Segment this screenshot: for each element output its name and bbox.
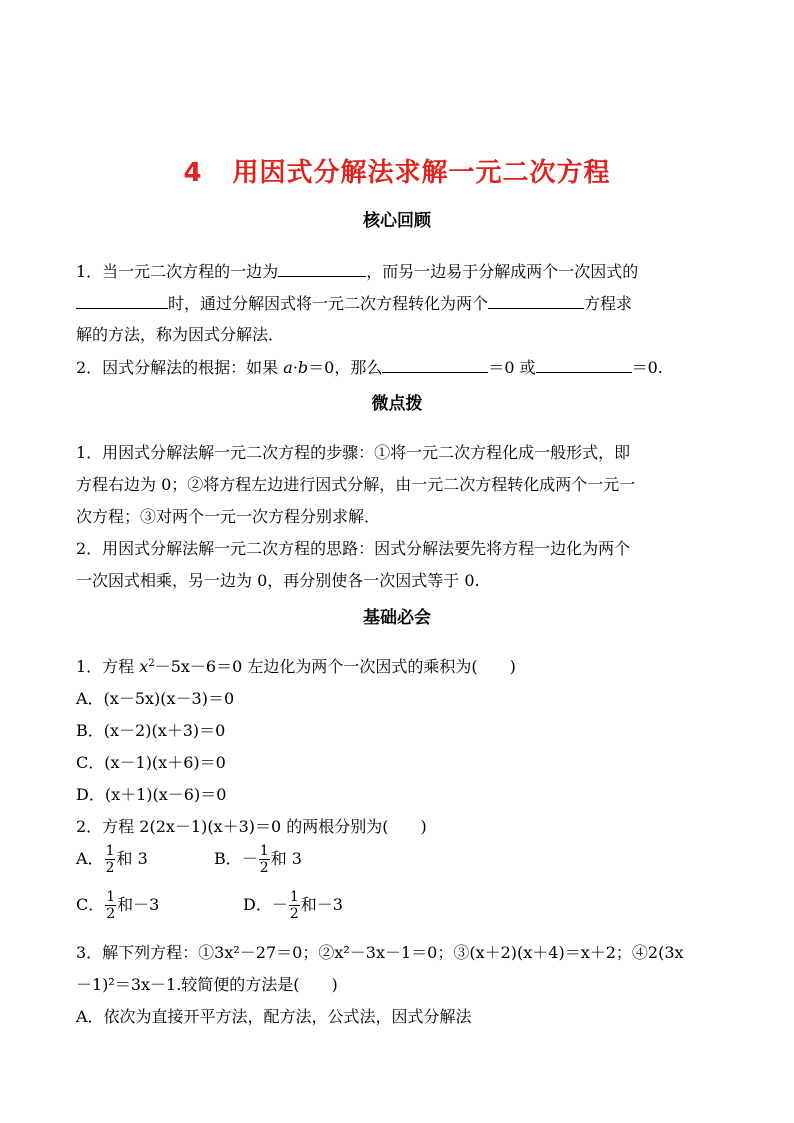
answer-blank[interactable] xyxy=(382,357,488,373)
title-number: 4 xyxy=(183,158,203,188)
option-label: D．－ xyxy=(243,895,288,914)
option-label: B．－ xyxy=(214,849,258,868)
review-q2-text-c: ＝0 或 xyxy=(488,358,536,377)
q1-stem-suffix: －5x－6＝0 左边化为两个一次因式的乘积为( ) xyxy=(154,657,516,676)
q2-option-a[interactable] xyxy=(76,843,148,876)
review-q2-text-b: ＝0，那么 xyxy=(308,358,383,377)
q2-option-d[interactable] xyxy=(243,889,343,922)
q2-option-b[interactable] xyxy=(214,843,302,876)
answer-blank[interactable] xyxy=(76,293,168,309)
tips-line-5: 一次因式相乘，另一边为 0，再分别使各一次因式等于 0. xyxy=(76,571,480,590)
review-q1-line1 xyxy=(76,261,638,282)
fraction-one-half xyxy=(259,843,270,876)
q1-stem: 1．方程 $x^2-5x-6=0$ 左边化为两个一次因式的乘积为( ) xyxy=(76,657,516,676)
answer-blank[interactable] xyxy=(536,357,632,373)
fraction-one-half xyxy=(105,889,116,922)
tips-line-2: 方程右边为 0；②将方程左边进行因式分解，由一元二次方程转化成两个一元一 xyxy=(76,475,636,494)
denominator: 2 xyxy=(289,906,299,922)
title-text: 用因式分解法求解一元二次方程 xyxy=(232,158,611,188)
review-q1-line3: 解的方法，称为因式分解法． xyxy=(76,325,285,344)
q3-option-a[interactable]: A．依次为直接开平方法，配方法，公式法，因式分解法 xyxy=(76,1007,472,1026)
section-heading-tips: 微点拨 xyxy=(371,394,423,414)
review-q1-text-c: 时，通过分解因式将一元二次方程转化为两个 xyxy=(168,294,489,313)
q2-stem: 2．方程 2(2x－1)(x＋3)＝0 的两根分别为( ) xyxy=(76,817,427,836)
option-tail: 和 3 xyxy=(270,849,302,868)
page-title xyxy=(0,152,794,189)
answer-blank[interactable] xyxy=(488,293,584,309)
fraction-one-half xyxy=(289,889,300,922)
option-tail: 和－3 xyxy=(117,895,160,914)
review-q1-line2 xyxy=(76,293,632,314)
q1-option-c[interactable]: C．(x－1)(x＋6)＝0 xyxy=(76,753,226,772)
q1-option-a[interactable]: A．(x－5x)(x－3)＝0 xyxy=(76,689,235,708)
q1-option-d[interactable]: D．(x＋1)(x－6)＝0 xyxy=(76,785,227,804)
denominator: 2 xyxy=(106,906,116,922)
review-q2-text-a: 2．因式分解法的根据：如果 xyxy=(76,358,284,377)
numerator: 1 xyxy=(105,843,115,859)
answer-blank[interactable] xyxy=(278,261,366,277)
review-q1-text-d: 方程求 xyxy=(584,294,633,313)
numerator: 1 xyxy=(289,889,299,905)
option-tail: 和－3 xyxy=(300,895,343,914)
q1-option-b[interactable]: B．(x－2)(x＋3)＝0 xyxy=(76,721,226,740)
option-label: A． xyxy=(76,849,104,868)
q3-stem-line2: －1)²＝3x－1.较简便的方法是( ) xyxy=(76,975,338,994)
section-heading-review: 核心回顾 xyxy=(363,211,431,231)
denominator: 2 xyxy=(259,860,269,876)
denominator: 2 xyxy=(105,860,115,876)
q3-stem-line1: 3．解下列方程：①3x²－27＝0；②x²－3x－1＝0；③(x＋2)(x＋4)＝x＋2；④2(3x xyxy=(76,943,684,962)
section-heading-basics: 基础必会 xyxy=(363,608,431,628)
q2-option-c[interactable] xyxy=(76,889,159,922)
fraction-one-half xyxy=(105,843,116,876)
review-q2-line xyxy=(76,357,663,378)
tips-line-4: 2．用因式分解法解一元二次方程的思路：因式分解法要先将方程一边化为两个 xyxy=(76,539,631,558)
tips-line-1: 1．用因式分解法解一元二次方程的步骤：①将一元二次方程化成一般形式，即 xyxy=(76,443,631,462)
review-q1-text-b: ，而另一边易于分解成两个一次因式的 xyxy=(366,262,639,281)
option-label: C． xyxy=(76,895,105,914)
review-q1-text-a: 1．当一元二次方程的一边为 xyxy=(76,262,279,281)
review-q2-expr: a·b xyxy=(283,358,309,377)
q1-stem-prefix: 1．方程 xyxy=(76,657,140,676)
review-q2-text-d: ＝0. xyxy=(631,358,663,377)
numerator: 1 xyxy=(259,843,269,859)
tips-line-3: 次方程；③对两个一元一次方程分别求解． xyxy=(76,507,381,526)
option-tail: 和 3 xyxy=(116,849,148,868)
numerator: 1 xyxy=(106,889,116,905)
